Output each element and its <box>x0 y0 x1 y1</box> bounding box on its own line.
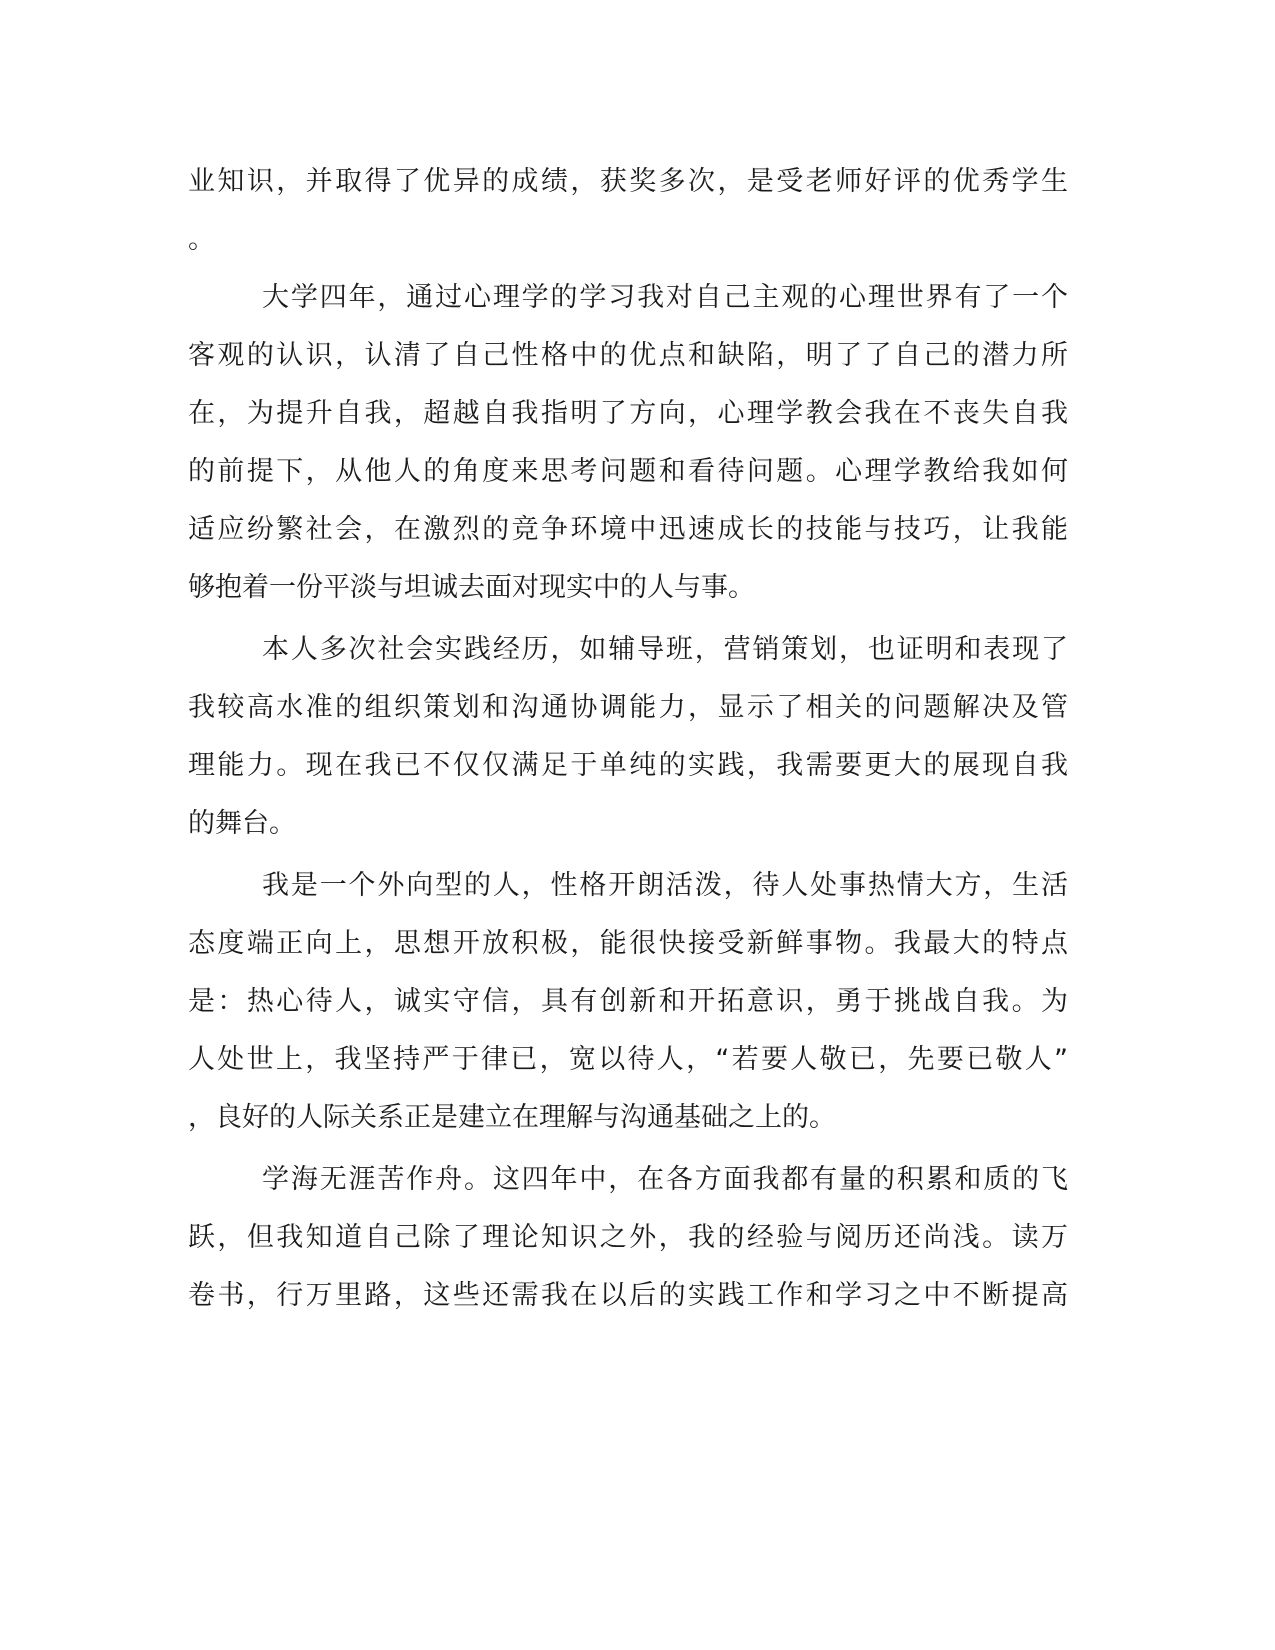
text-line: 人处世上，我坚持严于律已，宽以待人，“若要人敬已，先要已敬人” <box>188 1044 1068 1075</box>
text-line: 我较高水准的组织策划和沟通协调能力，显示了相关的问题解决及管 <box>188 692 1068 723</box>
text-line: 。 <box>188 224 215 255</box>
text-line: 的前提下，从他人的角度来思考问题和看待问题。心理学教给我如何 <box>188 456 1068 487</box>
text-line: 理能力。现在我已不仅仅满足于单纯的实践，我需要更大的展现自我 <box>188 750 1068 781</box>
text-line: 在，为提升自我，超越自我指明了方向，心理学教会我在不丧失自我 <box>188 398 1068 429</box>
text-line: 的舞台。 <box>188 808 296 839</box>
text-line: 够抱着一份平淡与坦诚去面对现实中的人与事。 <box>188 572 755 603</box>
text-line: 适应纷繁社会，在激烈的竞争环境中迅速成长的技能与技巧，让我能 <box>188 514 1068 545</box>
text-line: ，良好的人际关系正是建立在理解与沟通基础之上的。 <box>188 1102 836 1133</box>
text-line: 态度端正向上，思想开放积极，能很快接受新鲜事物。我最大的特点 <box>188 928 1068 959</box>
paragraph-first-line: 我是一个外向型的人，性格开朗活泼，待人处事热情大方，生活 <box>262 870 1068 901</box>
paragraph-first-line: 学海无涯苦作舟。这四年中，在各方面我都有量的积累和质的飞 <box>262 1164 1068 1195</box>
text-line: 业知识，并取得了优异的成绩，获奖多次，是受老师好评的优秀学生 <box>188 166 1068 197</box>
text-line: 卷书，行万里路，这些还需我在以后的实践工作和学习之中不断提高 <box>188 1280 1068 1311</box>
text-line: 客观的认识，认清了自己性格中的优点和缺陷，明了了自己的潜力所 <box>188 340 1068 371</box>
text-line: 是：热心待人，诚实守信，具有创新和开拓意识，勇于挑战自我。为 <box>188 986 1068 1017</box>
text-line: 跃，但我知道自己除了理论知识之外，我的经验与阅历还尚浅。读万 <box>188 1222 1068 1253</box>
paragraph-first-line: 大学四年，通过心理学的学习我对自己主观的心理世界有了一个 <box>262 282 1068 313</box>
paragraph-first-line: 本人多次社会实践经历，如辅导班，营销策划，也证明和表现了 <box>262 634 1068 665</box>
